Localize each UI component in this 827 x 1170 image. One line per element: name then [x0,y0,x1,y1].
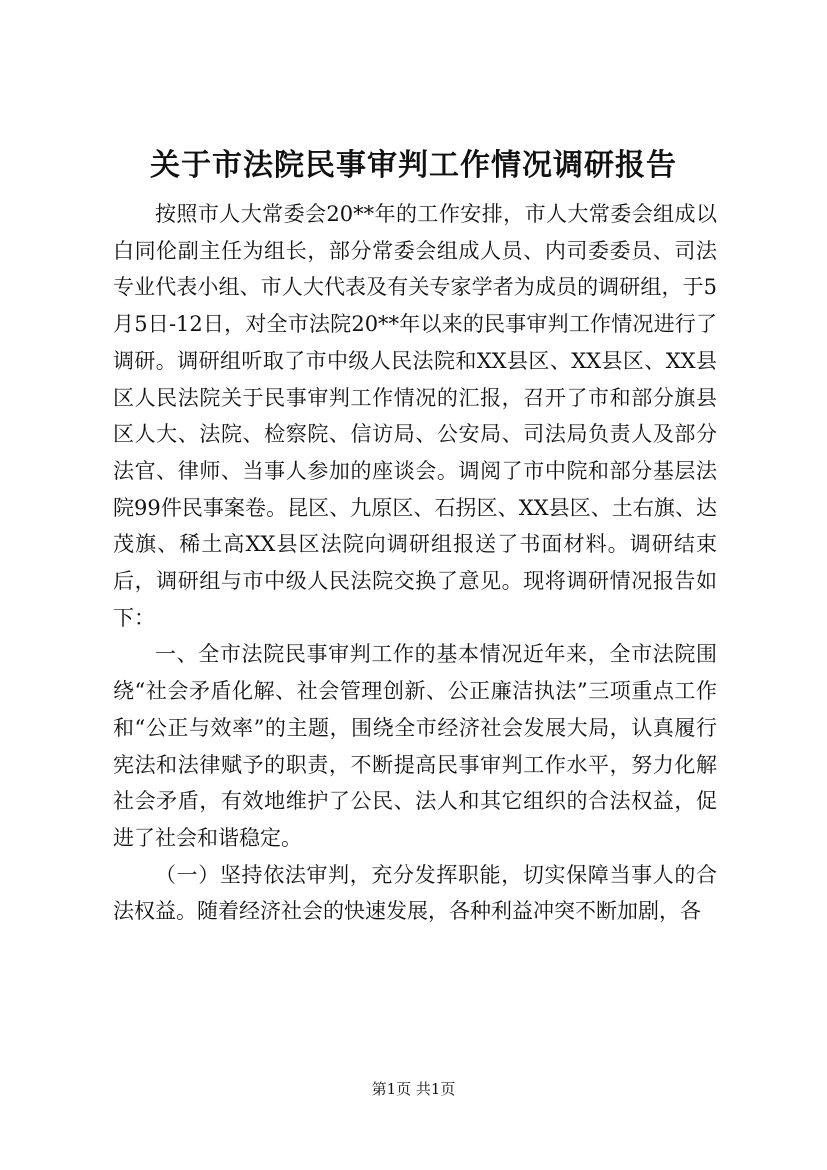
document-body [113,196,717,930]
page-number-footer: 第1页 共1页 [371,1080,456,1098]
paragraph-section-one: 一、全市法院民事审判工作的基本情况近年来，全市法院围绕“社会矛盾化解、社会管理创新、公正廉洁执法”三项重点工作和“公正与效率”的主题，围绕全市经济社会发展大局，认真履行宪法和法律赋予的职责，不断提高民事审判工作水平，努力化解社会矛盾，有效地维护了公民、法人和其它组织的合法权益，促进了社会和谐稳定。 [113,642,717,850]
paragraph-subsection-one: （一）坚持依法审判，充分发挥职能，切实保障当事人的合法权益。随着经济社会的快速发展，各种利益冲突不断加剧，各 [113,862,717,924]
paragraph-intro: 按照市人大常委会20**年的工作安排，市人大常委会组成以白同伦副主任为组长，部分常委会组成人员、内司委委员、司法专业代表小组、市人大代表及有关专家学者为成员的调研组，于5月5日-12日，对全市法院20**年以来的民事审判工作情况进行了调研。调研组听取了市中级人民法院和XX县区、XX县区、XX县区人民法院关于民事审判工作情况的汇报，召开了市和部分旗县区人大、法院、检察院、信访局、公安局、司法局负责人及部分法官、律师、当事人参加的座谈会。调阅了市中院和部分基层法院99件民事案卷。昆区、九原区、石拐区、XX县区、土右旗、达茂旗、稀土高XX县区法院向调研组报送了书面材料。调研结束后，调研组与市中级人民法院交换了意见。现将调研情况报告如下： [113,202,717,630]
document-title: 关于市法院民事审判工作情况调研报告 [150,148,677,183]
